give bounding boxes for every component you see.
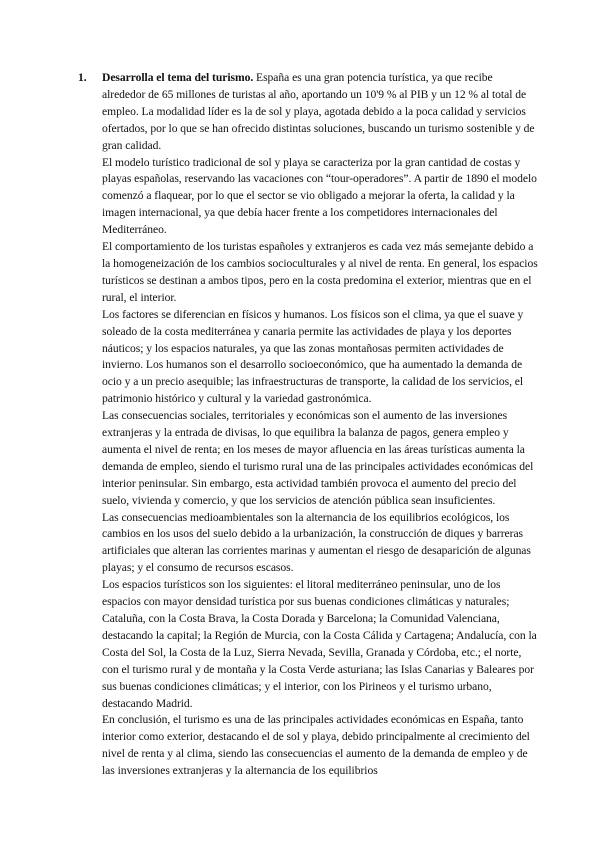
paragraph-conclusion: En conclusión, el turismo es una de las principales actividades económicas en España, tanto interior como exterior, destacando el de sol y playa, debido principalmente al crecimiento del nivel de renta y al clima, siendo las consecuencias el aumento de la demanda de empleo y de las inversiones extranjeras y la alternancia de los equilibrios bbox=[102, 713, 530, 778]
question-number: 1. bbox=[78, 71, 87, 84]
paragraph-factors: Los factores se diferencian en físicos y humanos. Los físicos son el clima, ya que el suave y soleado de la costa mediterránea y canaria permite las actividades de playa y los deportes náuticos; y los espacios naturales, ya que las zonas montañosas permiten actividades de invierno. Los humanos son el desarrollo socioeconómico, que ha aumentado la demanda de ocio y a un precio asequible; las infraestructuras de transporte, la calidad de los servicios, el patrimonio histórico y cultural y la variedad gastronómica. bbox=[102, 307, 524, 406]
intro-text: España es una gran potencia turística, ya que recibe alrededor de 65 millones de turistas al año, aportando un 10'9 % al PIB y un 12 % al total de empleo. La modalidad líder es la de sol y playa, agotada debido a la poca calidad y servicios ofertados, por lo que se han ofrecido distintas soluciones, buscando un turismo sostenible y de gran calidad. bbox=[102, 71, 535, 152]
intro-paragraph bbox=[102, 70, 538, 155]
paragraph-environmental-consequences: Las consecuencias medioambientales son la alternancia de los equilibrios ecológicos, los cambios en los usos del suelo debido a la urbanización, la construcción de diques y barreras artificiales que alteran las corrientes marinas y aumentan el riesgo de desaparición de algunas playas; y el consumo de recursos escasos. bbox=[102, 510, 531, 575]
answer-body bbox=[102, 70, 538, 780]
paragraph-tourist-behavior: El comportamiento de los turistas españoles y extranjeros es cada vez más semejante debido a la homogeneización de los cambios socioculturales y al nivel de renta. En general, los espacios turísticos se destinan a ambos tipos, pero en la costa predomina el exterior, mientras que en el rural, el interior. bbox=[102, 240, 538, 304]
question-title: Desarrolla el tema del turismo. bbox=[102, 71, 254, 84]
paragraph-tourist-spaces: Los espacios turísticos son los siguientes: el litoral mediterráneo peninsular, uno de los espacios con mayor densidad turística por sus buenas condiciones climáticas y naturales; Cataluña, con la Costa Brava, la Costa Dorada y Barcelona; la Comunidad Valenciana, destacando la capital; la Región de Murcia, con la Costa Cálida y Cartagena; Andalucía, con la Costa del Sol, la Costa de la Luz, Sierra Nevada, Sevilla, Granada y Córdoba, etc.; el norte, con el turismo rural y de montaña y la Costa Verde asturiana; las Islas Canarias y Baleares por sus buenas condiciones climáticas; y el interior, con los Pirineos y el turismo urbano, destacando Madrid. bbox=[102, 578, 537, 710]
paragraph-traditional-model: El modelo turístico tradicional de sol y playa se caracteriza por la gran cantidad de costas y playas españolas, reservando las vacaciones con “tour-operadores”. A partir de 1890 el modelo comenzó a flaquear, por lo que el sector se vio obligado a mejorar la oferta, la calidad y la imagen internacional, ya que debía hacer frente a los competidores internacionales del Mediterráneo. bbox=[102, 155, 537, 237]
paragraph-social-consequences: Las consecuencias sociales, territoriales y económicas son el aumento de las inversiones extranjeras y la entrada de divisas, lo que equilibra la balanza de pagos, genera empleo y aumenta el nivel de renta; en los meses de mayor afluencia en las áreas turísticas aumenta la demanda de empleo, siendo el turismo rural una de las principales actividades económicas del interior peninsular. Sin embargo, esta actividad también provoca el aumento del precio del suelo, vivienda y comercio, y que los servicios de atención pública sean insuficientes. bbox=[102, 409, 534, 507]
